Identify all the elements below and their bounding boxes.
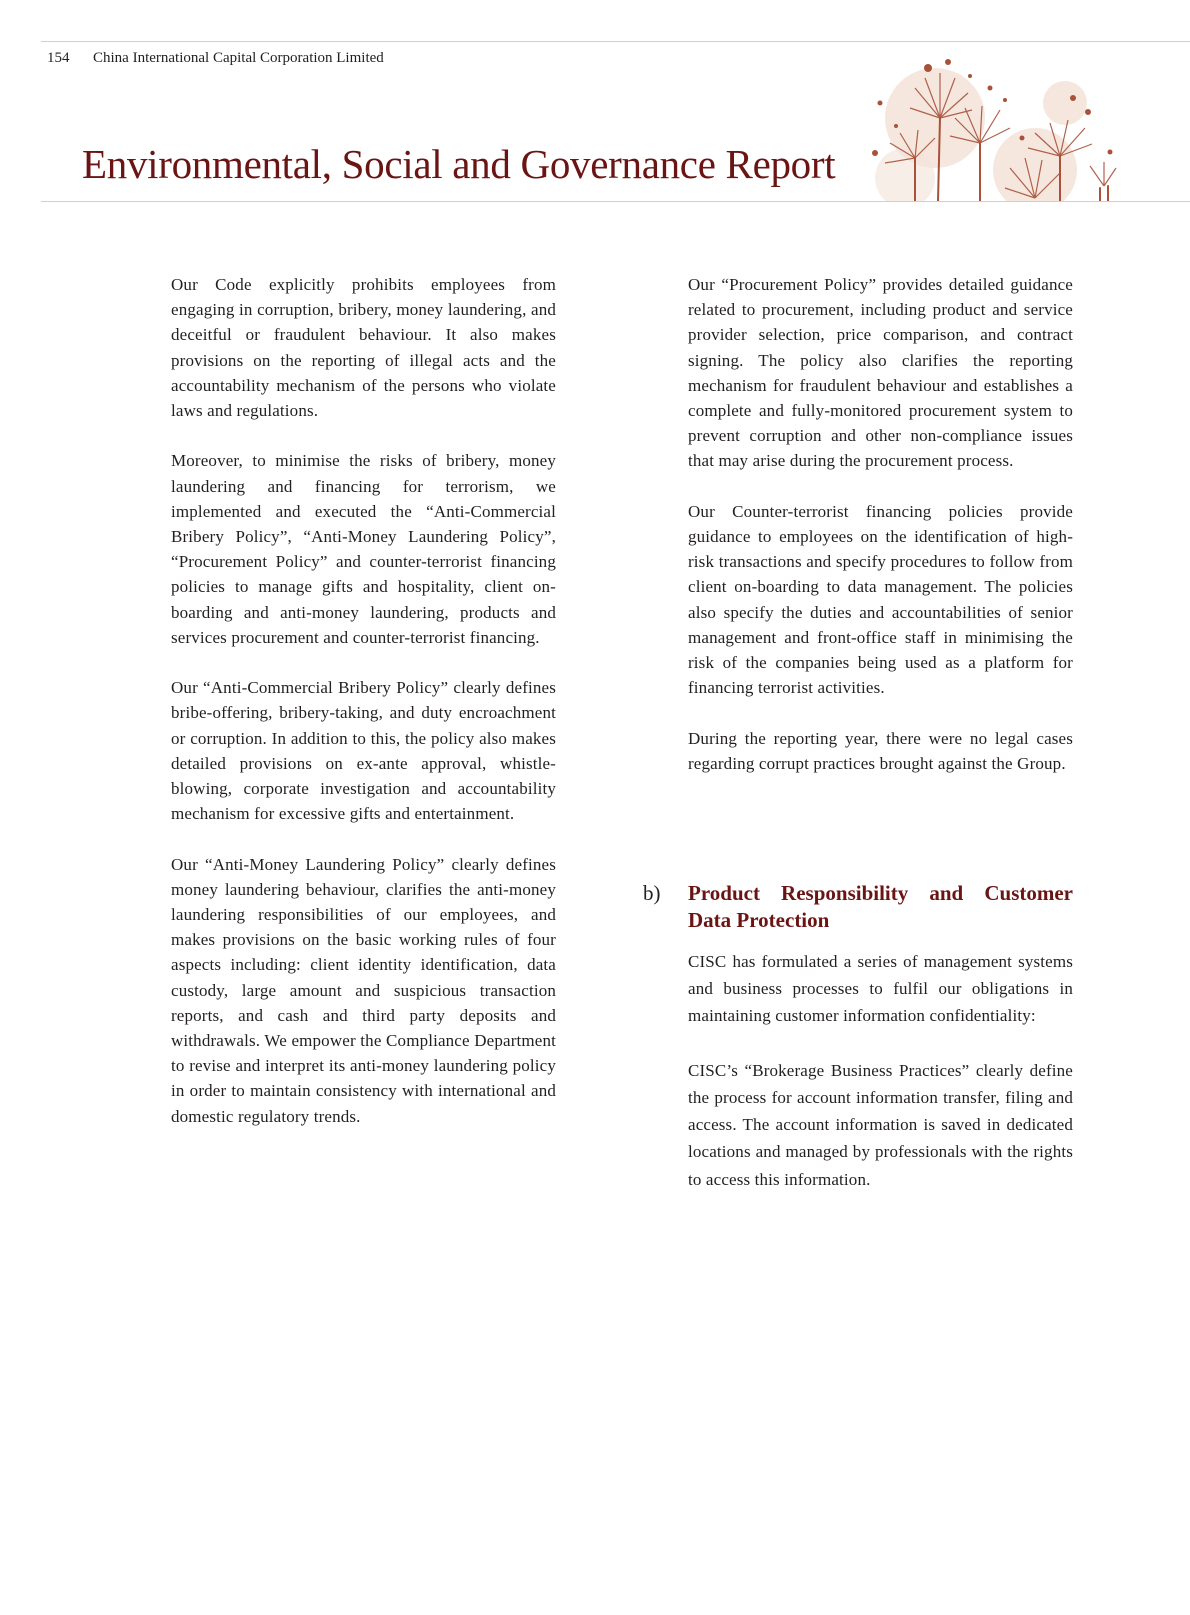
section-title: Product Responsibility and Customer Data Protection	[688, 881, 1073, 932]
paragraph-risk-policies: Moreover, to minimise the risks of bribery, money laundering and financing for terrorism, we implemented and executed the “Anti-Commercial Bribery Policy”, “Anti-Money Laundering Policy”, “Procurement Policy” and counter-terrorist financing policies to manage gifts and hospitality, client on-boarding and anti-money laundering, products and services procurement and counter-terrorist financing.	[171, 451, 556, 647]
paragraph-brokerage-practices: CISC’s “Brokerage Business Practices” clearly define the process for account information transfer, filing and access. The account information is saved in dedicated locations and managed by professionals with the rights to access this information.	[688, 1060, 1073, 1189]
section-number: b)	[643, 881, 661, 905]
paragraph-counter-terrorist-financing: Our Counter-terrorist financing policies provide guidance to employees on the identification of high-risk transactions and specify procedures to follow from client on-boarding to data management. The policies also specify the duties and accountabilities of senior management and front-office staff in minimising the risk of the companies being used as a platform for financing terrorist activities.	[688, 501, 1073, 698]
running-header	[47, 50, 384, 67]
header-bottom-rule	[41, 201, 1190, 202]
paragraph-code-prohibitions: Our Code explicitly prohibits employees from engaging in corruption, bribery, money laundering, and deceitful or fraudulent behaviour. It also makes provisions on the reporting of illegal acts and the accountability mechanism of the persons who violate laws and regulations.	[171, 275, 556, 421]
paragraph-cisc-systems: CISC has formulated a series of management systems and business processes to fulfil our obligations in maintaining customer information confidentiality:	[688, 952, 1073, 1026]
company-name: China International Capital Corporation Limited	[93, 50, 384, 66]
paragraph-anti-bribery-policy: Our “Anti-Commercial Bribery Policy” clearly defines bribe-offering, bribery-taking, and duty encroachment or corruption. In addition to this, the policy also makes detailed provisions on ex-ante approval, whistle-blowing, corporate investigation and accountability mechanism for excessive gifts and entertainment.	[171, 678, 556, 824]
left-column	[171, 272, 556, 1154]
section-body	[688, 948, 1073, 1220]
page-number: 154	[47, 50, 70, 66]
page-title: Environmental, Social and Governance Report	[82, 141, 836, 187]
section-heading	[643, 880, 1073, 934]
right-column	[688, 272, 1073, 801]
paragraph-anti-money-laundering-policy: Our “Anti-Money Laundering Policy” clearly defines money laundering behaviour, clarifies the anti-money laundering responsibilities of our employees, and makes provisions on the basic working rules of four aspects including: client identity identification, data custody, large amount and suspicious transaction reports, and cash and third party deposits and withdrawals. We empower the Compliance Department to revise and interpret its anti-money laundering policy in order to maintain consistency with international and domestic regulatory trends.	[171, 854, 556, 1126]
paragraph-procurement-policy: Our “Procurement Policy” provides detailed guidance related to procurement, including product and service provider selection, price comparison, and contract signing. The policy also clarifies the reporting mechanism for fraudulent behaviour and establishes a complete and fully-monitored procurement system to prevent corruption and other non-compliance issues that may arise during the procurement process.	[688, 275, 1073, 471]
paragraph-legal-cases: During the reporting year, there were no legal cases regarding corrupt practices brought against the Group.	[688, 728, 1073, 773]
dandelion-illustration-icon	[860, 48, 1120, 201]
header-top-rule	[41, 41, 1190, 42]
